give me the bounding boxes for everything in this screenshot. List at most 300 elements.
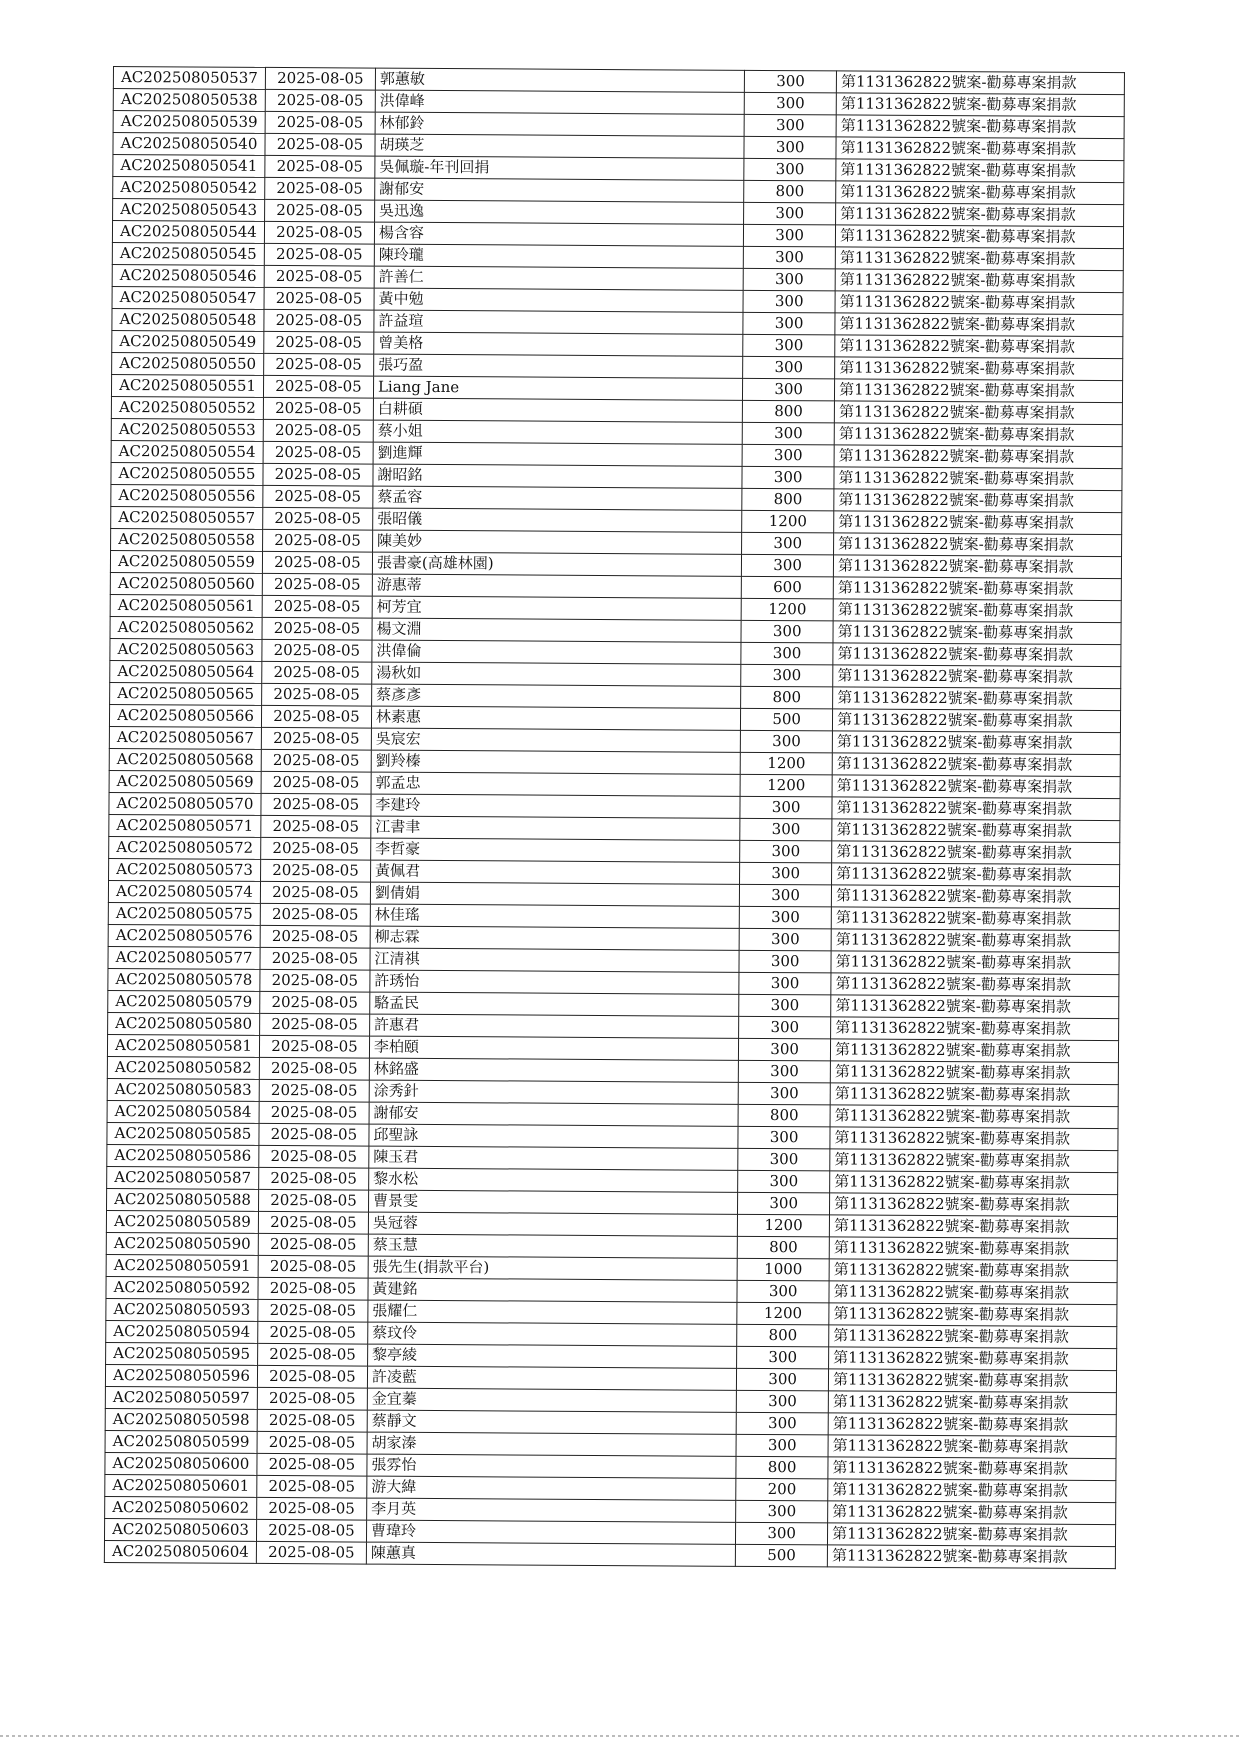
row-id-cell: AC202508050577	[108, 946, 260, 969]
row-note-cell: 第1131362822號案-勸募專案捐款	[833, 555, 1121, 579]
row-id-cell: AC202508050552	[111, 396, 263, 419]
row-id-cell: AC202508050553	[111, 418, 263, 441]
row-amount-cell: 800	[744, 180, 836, 203]
row-name-cell: 張先生(捐款平台)	[368, 1256, 737, 1280]
row-name-cell: 劉進輝	[373, 442, 742, 466]
row-note-cell: 第1131362822號案-勸募專案捐款	[831, 907, 1119, 931]
row-name-cell: 江書聿	[371, 816, 740, 840]
row-date-cell: 2025-08-05	[258, 1299, 368, 1322]
row-note-cell: 第1131362822號案-勸募專案捐款	[834, 467, 1122, 491]
row-amount-cell: 300	[741, 664, 833, 687]
row-id-cell: AC202508050588	[107, 1188, 259, 1211]
row-name-cell: 游大緯	[367, 1476, 736, 1500]
row-amount-cell: 300	[745, 70, 837, 93]
row-name-cell: 蔡玉慧	[368, 1234, 737, 1258]
row-amount-cell: 300	[744, 114, 836, 137]
row-id-cell: AC202508050563	[110, 638, 262, 661]
row-name-cell: 劉倩娟	[370, 882, 739, 906]
row-amount-cell: 800	[738, 1104, 830, 1127]
row-name-cell: 林銘盛	[369, 1058, 738, 1082]
row-note-cell: 第1131362822號案-勸募專案捐款	[836, 137, 1124, 161]
row-date-cell: 2025-08-05	[262, 617, 372, 640]
row-note-cell: 第1131362822號案-勸募專案捐款	[831, 995, 1119, 1019]
row-id-cell: AC202508050582	[107, 1056, 259, 1079]
row-note-cell: 第1131362822號案-勸募專案捐款	[827, 1545, 1115, 1569]
row-date-cell: 2025-08-05	[260, 881, 370, 904]
row-note-cell: 第1131362822號案-勸募專案捐款	[829, 1259, 1117, 1283]
row-note-cell: 第1131362822號案-勸募專案捐款	[830, 1171, 1118, 1195]
row-date-cell: 2025-08-05	[265, 89, 375, 112]
row-name-cell: 湯秋如	[372, 662, 741, 686]
row-date-cell: 2025-08-05	[263, 507, 373, 530]
row-name-cell: 張耀仁	[368, 1300, 737, 1324]
row-note-cell: 第1131362822號案-勸募專案捐款	[831, 951, 1119, 975]
row-amount-cell: 300	[737, 1280, 829, 1303]
row-id-cell: AC202508050596	[105, 1364, 257, 1387]
row-note-cell: 第1131362822號案-勸募專案捐款	[828, 1391, 1116, 1415]
row-note-cell: 第1131362822號案-勸募專案捐款	[831, 1039, 1119, 1063]
row-amount-cell: 1200	[742, 510, 834, 533]
row-note-cell: 第1131362822號案-勸募專案捐款	[831, 1017, 1119, 1041]
row-amount-cell: 300	[743, 356, 835, 379]
row-name-cell: 吳宸宏	[371, 728, 740, 752]
row-note-cell: 第1131362822號案-勸募專案捐款	[830, 1061, 1118, 1085]
row-amount-cell: 500	[741, 708, 833, 731]
row-note-cell: 第1131362822號案-勸募專案捐款	[835, 313, 1123, 337]
row-amount-cell: 300	[743, 290, 835, 313]
row-amount-cell: 300	[738, 1126, 830, 1149]
row-name-cell: 江清祺	[370, 948, 739, 972]
row-date-cell: 2025-08-05	[265, 67, 375, 90]
row-note-cell: 第1131362822號案-勸募專案捐款	[832, 775, 1120, 799]
row-id-cell: AC202508050592	[106, 1276, 258, 1299]
row-note-cell: 第1131362822號案-勸募專案捐款	[834, 511, 1122, 535]
row-name-cell: 楊文淵	[372, 618, 741, 642]
row-amount-cell: 300	[742, 532, 834, 555]
row-id-cell: AC202508050594	[106, 1320, 258, 1343]
row-amount-cell: 300	[743, 378, 835, 401]
row-note-cell: 第1131362822號案-勸募專案捐款	[835, 247, 1123, 271]
row-amount-cell: 300	[741, 642, 833, 665]
row-name-cell: 謝郁安	[369, 1102, 738, 1126]
row-name-cell: 林素惠	[371, 706, 740, 730]
row-date-cell: 2025-08-05	[256, 1541, 366, 1564]
row-amount-cell: 1200	[741, 598, 833, 621]
row-note-cell: 第1131362822號案-勸募專案捐款	[828, 1479, 1116, 1503]
row-amount-cell: 800	[737, 1236, 829, 1259]
row-id-cell: AC202508050600	[105, 1452, 257, 1475]
row-id-cell: AC202508050578	[108, 968, 260, 991]
row-note-cell: 第1131362822號案-勸募專案捐款	[828, 1501, 1116, 1525]
row-name-cell: 洪偉倫	[372, 640, 741, 664]
row-date-cell: 2025-08-05	[262, 639, 372, 662]
row-name-cell: 柳志霖	[370, 926, 739, 950]
row-name-cell: 涂秀針	[369, 1080, 738, 1104]
row-date-cell: 2025-08-05	[260, 925, 370, 948]
row-amount-cell: 800	[743, 400, 835, 423]
row-name-cell: 游惠蒂	[372, 574, 741, 598]
row-id-cell: AC202508050548	[112, 308, 264, 331]
row-date-cell: 2025-08-05	[257, 1475, 367, 1498]
row-amount-cell: 300	[739, 950, 831, 973]
row-name-cell: 郭孟忠	[371, 772, 740, 796]
row-date-cell: 2025-08-05	[259, 1123, 369, 1146]
row-amount-cell: 300	[739, 928, 831, 951]
row-note-cell: 第1131362822號案-勸募專案捐款	[833, 665, 1121, 689]
row-id-cell: AC202508050574	[108, 880, 260, 903]
row-date-cell: 2025-08-05	[258, 1233, 368, 1256]
row-name-cell: 謝昭銘	[373, 464, 742, 488]
row-date-cell: 2025-08-05	[258, 1321, 368, 1344]
row-name-cell: 蔡靜文	[367, 1410, 736, 1434]
row-note-cell: 第1131362822號案-勸募專案捐款	[835, 269, 1123, 293]
row-name-cell: 楊含容	[374, 222, 743, 246]
row-note-cell: 第1131362822號案-勸募專案捐款	[835, 335, 1123, 359]
row-date-cell: 2025-08-05	[261, 815, 371, 838]
row-amount-cell: 800	[741, 686, 833, 709]
row-id-cell: AC202508050604	[104, 1540, 256, 1563]
row-name-cell: 駱孟民	[370, 992, 739, 1016]
row-date-cell: 2025-08-05	[257, 1497, 367, 1520]
row-id-cell: AC202508050579	[108, 990, 260, 1013]
row-date-cell: 2025-08-05	[260, 991, 370, 1014]
row-date-cell: 2025-08-05	[264, 265, 374, 288]
row-id-cell: AC202508050560	[110, 572, 262, 595]
row-note-cell: 第1131362822號案-勸募專案捐款	[834, 401, 1122, 425]
row-name-cell: 蔡孟容	[373, 486, 742, 510]
row-note-cell: 第1131362822號案-勸募專案捐款	[836, 115, 1124, 139]
row-note-cell: 第1131362822號案-勸募專案捐款	[833, 577, 1121, 601]
row-amount-cell: 1000	[737, 1258, 829, 1281]
row-amount-cell: 300	[743, 246, 835, 269]
row-id-cell: AC202508050599	[105, 1430, 257, 1453]
row-note-cell: 第1131362822號案-勸募專案捐款	[834, 423, 1122, 447]
row-name-cell: 許善仁	[374, 266, 743, 290]
row-amount-cell: 300	[739, 1060, 831, 1083]
row-note-cell: 第1131362822號案-勸募專案捐款	[833, 687, 1121, 711]
row-amount-cell: 300	[744, 158, 836, 181]
row-id-cell: AC202508050570	[109, 792, 261, 815]
row-note-cell: 第1131362822號案-勸募專案捐款	[833, 599, 1121, 623]
row-name-cell: 林佳瑤	[370, 904, 739, 928]
row-id-cell: AC202508050546	[112, 264, 264, 287]
row-amount-cell: 200	[736, 1478, 828, 1501]
row-note-cell: 第1131362822號案-勸募專案捐款	[829, 1303, 1117, 1327]
row-id-cell: AC202508050542	[113, 177, 265, 200]
row-date-cell: 2025-08-05	[262, 551, 372, 574]
row-date-cell: 2025-08-05	[261, 771, 371, 794]
row-id-cell: AC202508050562	[110, 616, 262, 639]
row-name-cell: 陳蕙真	[366, 1542, 735, 1566]
row-id-cell: AC202508050589	[106, 1210, 258, 1233]
row-note-cell: 第1131362822號案-勸募專案捐款	[832, 819, 1120, 843]
row-name-cell: 吳佩璇-年刊回捐	[375, 156, 744, 180]
row-id-cell: AC202508050591	[106, 1254, 258, 1277]
row-note-cell: 第1131362822號案-勸募專案捐款	[836, 181, 1124, 205]
row-id-cell: AC202508050541	[113, 155, 265, 178]
row-amount-cell: 300	[737, 1390, 829, 1413]
row-amount-cell: 300	[739, 1038, 831, 1061]
row-date-cell: 2025-08-05	[257, 1365, 367, 1388]
row-name-cell: 黃中勉	[374, 288, 743, 312]
row-amount-cell: 300	[743, 268, 835, 291]
row-amount-cell: 800	[737, 1324, 829, 1347]
row-amount-cell: 300	[740, 818, 832, 841]
row-date-cell: 2025-08-05	[263, 441, 373, 464]
row-name-cell: 李柏頤	[369, 1036, 738, 1060]
row-id-cell: AC202508050603	[104, 1518, 256, 1541]
row-id-cell: AC202508050554	[111, 440, 263, 463]
row-date-cell: 2025-08-05	[265, 199, 375, 222]
row-note-cell: 第1131362822號案-勸募專案捐款	[828, 1413, 1116, 1437]
row-note-cell: 第1131362822號案-勸募專案捐款	[835, 357, 1123, 381]
row-name-cell: 黃佩君	[370, 860, 739, 884]
row-note-cell: 第1131362822號案-勸募專案捐款	[832, 753, 1120, 777]
row-id-cell: AC202508050537	[113, 67, 265, 90]
row-name-cell: 蔡彥彥	[372, 684, 741, 708]
row-amount-cell: 300	[742, 466, 834, 489]
row-date-cell: 2025-08-05	[262, 595, 372, 618]
row-amount-cell: 300	[737, 1346, 829, 1369]
row-amount-cell: 800	[742, 488, 834, 511]
row-id-cell: AC202508050590	[106, 1232, 258, 1255]
row-id-cell: AC202508050602	[105, 1496, 257, 1519]
row-note-cell: 第1131362822號案-勸募專案捐款	[830, 1127, 1118, 1151]
row-amount-cell: 300	[740, 862, 832, 885]
row-amount-cell: 300	[743, 312, 835, 335]
row-amount-cell: 300	[740, 796, 832, 819]
donation-rows	[104, 67, 1124, 1569]
row-note-cell: 第1131362822號案-勸募專案捐款	[828, 1523, 1116, 1547]
row-amount-cell: 300	[736, 1522, 828, 1545]
row-amount-cell: 300	[744, 136, 836, 159]
row-date-cell: 2025-08-05	[261, 749, 371, 772]
row-date-cell: 2025-08-05	[260, 969, 370, 992]
row-note-cell: 第1131362822號案-勸募專案捐款	[830, 1083, 1118, 1107]
row-name-cell: 胡家溱	[367, 1432, 736, 1456]
row-name-cell: 陳玲瓏	[374, 244, 743, 268]
row-note-cell: 第1131362822號案-勸募專案捐款	[829, 1237, 1117, 1261]
row-name-cell: 張昭儀	[373, 508, 742, 532]
row-date-cell: 2025-08-05	[263, 375, 373, 398]
row-name-cell: 陳美妙	[372, 530, 741, 554]
row-amount-cell: 1200	[737, 1302, 829, 1325]
row-note-cell: 第1131362822號案-勸募專案捐款	[836, 93, 1124, 117]
row-date-cell: 2025-08-05	[264, 353, 374, 376]
row-date-cell: 2025-08-05	[263, 485, 373, 508]
row-id-cell: AC202508050573	[109, 858, 261, 881]
row-name-cell: 曾美格	[374, 332, 743, 356]
row-note-cell: 第1131362822號案-勸募專案捐款	[829, 1325, 1117, 1349]
row-name-cell: 郭蕙敏	[375, 68, 744, 92]
row-amount-cell: 1200	[740, 774, 832, 797]
row-amount-cell: 300	[736, 1434, 828, 1457]
row-note-cell: 第1131362822號案-勸募專案捐款	[836, 71, 1124, 95]
row-date-cell: 2025-08-05	[257, 1453, 367, 1476]
row-id-cell: AC202508050586	[107, 1144, 259, 1167]
row-id-cell: AC202508050595	[106, 1342, 258, 1365]
row-date-cell: 2025-08-05	[263, 397, 373, 420]
row-id-cell: AC202508050544	[112, 221, 264, 244]
row-amount-cell: 300	[738, 1082, 830, 1105]
row-amount-cell: 300	[742, 444, 834, 467]
row-name-cell: 吳迅逸	[374, 200, 743, 224]
row-date-cell: 2025-08-05	[265, 133, 375, 156]
row-id-cell: AC202508050583	[107, 1078, 259, 1101]
row-note-cell: 第1131362822號案-勸募專案捐款	[831, 885, 1119, 909]
row-date-cell: 2025-08-05	[264, 309, 374, 332]
row-id-cell: AC202508050597	[105, 1386, 257, 1409]
row-note-cell: 第1131362822號案-勸募專案捐款	[828, 1435, 1116, 1459]
row-note-cell: 第1131362822號案-勸募專案捐款	[829, 1281, 1117, 1305]
row-id-cell: AC202508050559	[110, 550, 262, 573]
row-id-cell: AC202508050545	[112, 242, 264, 265]
row-name-cell: 金宜蓁	[367, 1388, 736, 1412]
row-date-cell: 2025-08-05	[259, 1079, 369, 1102]
row-name-cell: 謝郁安	[375, 178, 744, 202]
row-date-cell: 2025-08-05	[257, 1409, 367, 1432]
row-date-cell: 2025-08-05	[258, 1211, 368, 1234]
row-note-cell: 第1131362822號案-勸募專案捐款	[830, 1149, 1118, 1173]
row-date-cell: 2025-08-05	[265, 111, 375, 134]
row-amount-cell: 300	[744, 202, 836, 225]
row-name-cell: 白耕碩	[373, 398, 742, 422]
row-id-cell: AC202508050565	[110, 682, 262, 705]
row-name-cell: 蔡小姐	[373, 420, 742, 444]
row-id-cell: AC202508050575	[108, 902, 260, 925]
row-date-cell: 2025-08-05	[258, 1277, 368, 1300]
row-note-cell: 第1131362822號案-勸募專案捐款	[832, 863, 1120, 887]
row-note-cell: 第1131362822號案-勸募專案捐款	[835, 379, 1123, 403]
row-date-cell: 2025-08-05	[265, 177, 375, 200]
row-date-cell: 2025-08-05	[260, 859, 370, 882]
row-id-cell: AC202508050593	[106, 1298, 258, 1321]
row-id-cell: AC202508050584	[107, 1100, 259, 1123]
row-note-cell: 第1131362822號案-勸募專案捐款	[829, 1347, 1117, 1371]
row-name-cell: 林郁鈴	[375, 112, 744, 136]
row-id-cell: AC202508050572	[109, 836, 261, 859]
row-note-cell: 第1131362822號案-勸募專案捐款	[828, 1369, 1116, 1393]
row-amount-cell: 300	[740, 840, 832, 863]
row-note-cell: 第1131362822號案-勸募專案捐款	[833, 709, 1121, 733]
row-name-cell: 許惠君	[370, 1014, 739, 1038]
row-name-cell: 李哲豪	[371, 838, 740, 862]
row-name-cell: 許益瑄	[374, 310, 743, 334]
row-date-cell: 2025-08-05	[264, 331, 374, 354]
row-id-cell: AC202508050581	[107, 1034, 259, 1057]
row-id-cell: AC202508050564	[110, 660, 262, 683]
row-date-cell: 2025-08-05	[257, 1387, 367, 1410]
row-id-cell: AC202508050598	[105, 1408, 257, 1431]
row-name-cell: 柯芳宜	[372, 596, 741, 620]
row-date-cell: 2025-08-05	[261, 793, 371, 816]
row-name-cell: 黎亭綾	[367, 1344, 736, 1368]
row-amount-cell: 300	[737, 1368, 829, 1391]
row-date-cell: 2025-08-05	[263, 529, 373, 552]
scan-edge-line	[0, 1735, 1242, 1737]
row-amount-cell: 300	[738, 1192, 830, 1215]
row-note-cell: 第1131362822號案-勸募專案捐款	[832, 731, 1120, 755]
row-amount-cell: 300	[736, 1500, 828, 1523]
row-name-cell: 張書豪(高雄林園)	[372, 552, 741, 576]
row-amount-cell: 300	[739, 1016, 831, 1039]
row-date-cell: 2025-08-05	[258, 1343, 368, 1366]
row-note-cell: 第1131362822號案-勸募專案捐款	[832, 797, 1120, 821]
row-date-cell: 2025-08-05	[261, 705, 371, 728]
row-name-cell: 張巧盈	[374, 354, 743, 378]
row-date-cell: 2025-08-05	[259, 1167, 369, 1190]
row-id-cell: AC202508050587	[107, 1166, 259, 1189]
row-id-cell: AC202508050556	[111, 484, 263, 507]
row-amount-cell: 300	[738, 1170, 830, 1193]
row-note-cell: 第1131362822號案-勸募專案捐款	[835, 225, 1123, 249]
row-amount-cell: 300	[739, 972, 831, 995]
row-name-cell: 黃建銘	[368, 1278, 737, 1302]
row-amount-cell: 1200	[740, 752, 832, 775]
row-id-cell: AC202508050576	[108, 924, 260, 947]
row-date-cell: 2025-08-05	[265, 155, 375, 178]
row-id-cell: AC202508050585	[107, 1122, 259, 1145]
row-note-cell: 第1131362822號案-勸募專案捐款	[834, 533, 1122, 557]
row-date-cell: 2025-08-05	[263, 419, 373, 442]
row-date-cell: 2025-08-05	[259, 1101, 369, 1124]
row-note-cell: 第1131362822號案-勸募專案捐款	[834, 445, 1122, 469]
row-amount-cell: 300	[739, 906, 831, 929]
row-date-cell: 2025-08-05	[256, 1519, 366, 1542]
row-name-cell: 蔡玟伶	[368, 1322, 737, 1346]
donation-table	[104, 66, 1125, 1569]
row-date-cell: 2025-08-05	[264, 221, 374, 244]
row-amount-cell: 300	[742, 422, 834, 445]
row-id-cell: AC202508050558	[111, 528, 263, 551]
row-amount-cell: 1200	[738, 1214, 830, 1237]
row-date-cell: 2025-08-05	[262, 683, 372, 706]
row-date-cell: 2025-08-05	[259, 1145, 369, 1168]
row-date-cell: 2025-08-05	[260, 903, 370, 926]
row-id-cell: AC202508050543	[113, 199, 265, 222]
row-name-cell: 李建玲	[371, 794, 740, 818]
row-date-cell: 2025-08-05	[261, 837, 371, 860]
row-note-cell: 第1131362822號案-勸募專案捐款	[831, 973, 1119, 997]
row-note-cell: 第1131362822號案-勸募專案捐款	[835, 291, 1123, 315]
row-date-cell: 2025-08-05	[264, 287, 374, 310]
row-date-cell: 2025-08-05	[264, 243, 374, 266]
row-note-cell: 第1131362822號案-勸募專案捐款	[830, 1105, 1118, 1129]
row-id-cell: AC202508050566	[109, 704, 261, 727]
row-id-cell: AC202508050561	[110, 594, 262, 617]
row-id-cell: AC202508050540	[113, 133, 265, 156]
row-note-cell: 第1131362822號案-勸募專案捐款	[831, 929, 1119, 953]
row-note-cell: 第1131362822號案-勸募專案捐款	[834, 489, 1122, 513]
row-note-cell: 第1131362822號案-勸募專案捐款	[828, 1457, 1116, 1481]
row-name-cell: Liang Jane	[373, 376, 742, 400]
row-amount-cell: 300	[741, 620, 833, 643]
row-name-cell: 黎水松	[369, 1168, 738, 1192]
row-date-cell: 2025-08-05	[262, 573, 372, 596]
row-name-cell: 許琇怡	[370, 970, 739, 994]
row-id-cell: AC202508050549	[112, 330, 264, 353]
row-date-cell: 2025-08-05	[261, 727, 371, 750]
row-id-cell: AC202508050555	[111, 462, 263, 485]
row-amount-cell: 300	[741, 730, 833, 753]
row-amount-cell: 300	[736, 1412, 828, 1435]
row-date-cell: 2025-08-05	[257, 1431, 367, 1454]
row-name-cell: 曹景雯	[368, 1190, 737, 1214]
row-name-cell: 李月英	[367, 1498, 736, 1522]
row-amount-cell: 300	[743, 334, 835, 357]
row-date-cell: 2025-08-05	[262, 661, 372, 684]
row-amount-cell: 500	[736, 1544, 828, 1567]
